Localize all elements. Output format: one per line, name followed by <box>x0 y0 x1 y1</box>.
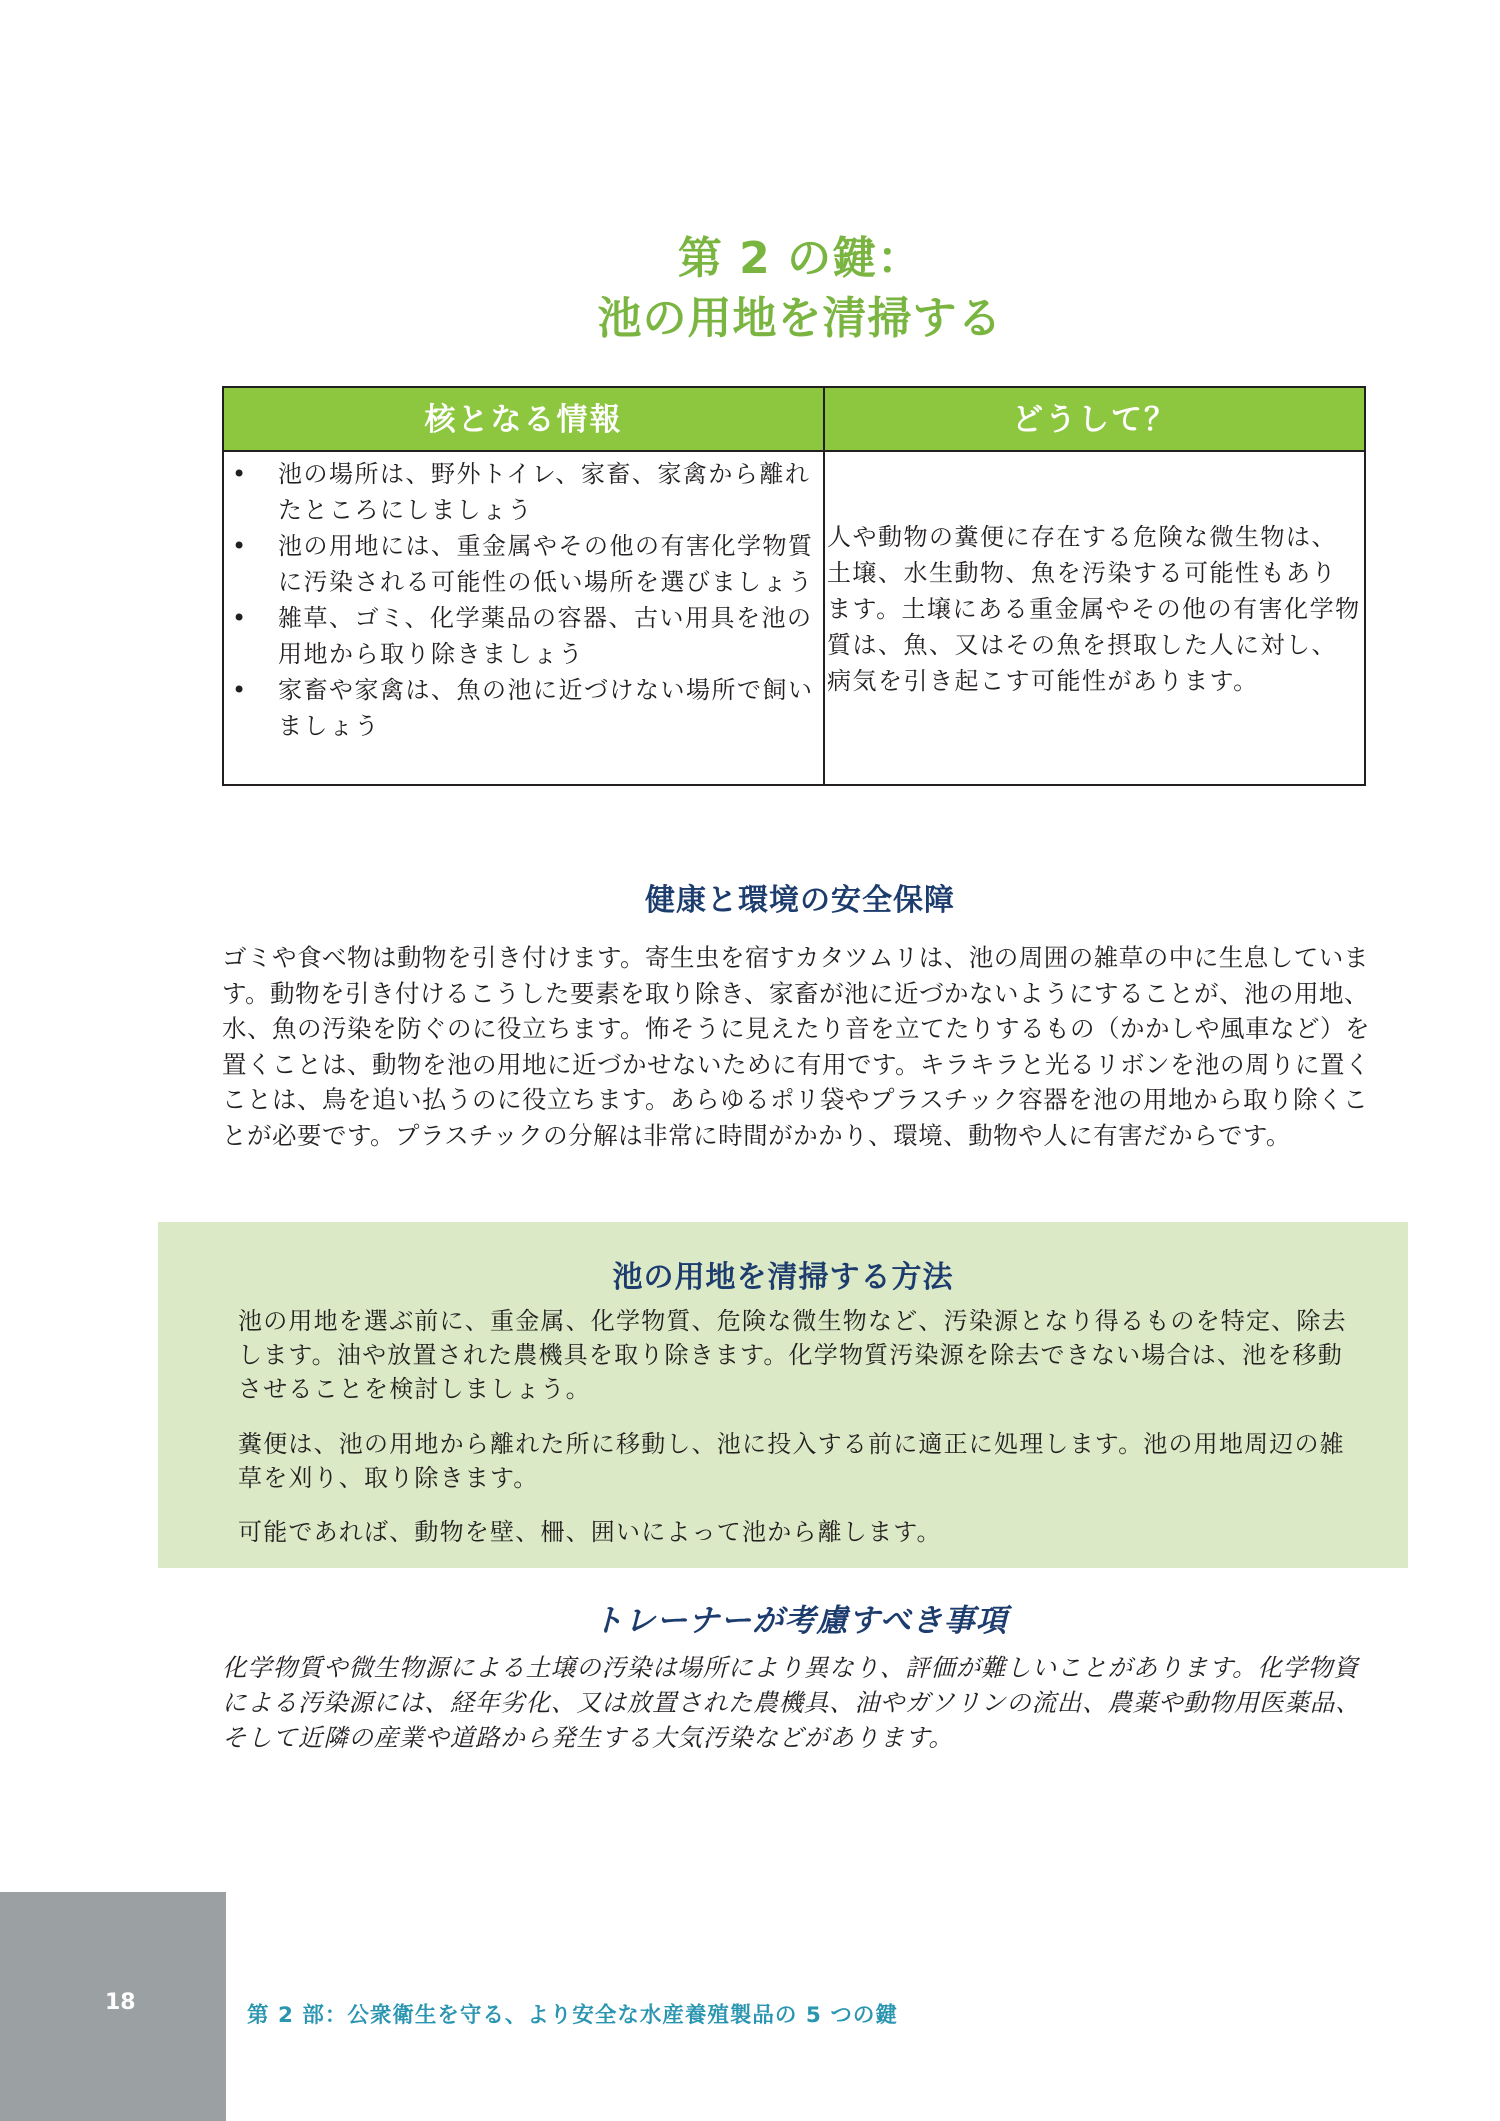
method-paragraph-3: 可能であれば、動物を壁、柵、囲いによって池から離します。 <box>238 1518 942 1546</box>
table-cell-key-info <box>224 452 825 784</box>
method-paragraph-2: 糞便は、池の用地から離れた所に移動し、池に投入する前に適正に処理します。池の用地周辺の雑草を刈り、取り除きます。 <box>238 1430 1345 1492</box>
list-item: • 池の場所は、野外トイレ、家畜、家禽から離れたところにしましょう <box>232 456 817 528</box>
table-header-why: どうして？ <box>825 388 1364 452</box>
key-info-list <box>232 456 817 744</box>
list-item: • 雑草、ゴミ、化学薬品の容器、古い用具を池の用地から取り除きましょう <box>232 600 817 672</box>
table-cell-why <box>825 452 1364 784</box>
method-paragraph-1: 池の用地を選ぶ前に、重金属、化学物質、危険な微生物など、汚染源となり得るものを特定、除去します。油や放置された農機具を取り除きます。化学物質汚染源を除去できない場合は、池を移動させることを検討しましょう。 <box>238 1307 1347 1403</box>
trainer-heading: トレーナーが考慮すべき事項 <box>592 1603 1008 1639</box>
footer-section-title: 第 2 部：公衆衛生を守る、より安全な水産養殖製品の 5 つの鍵 <box>247 2003 898 2028</box>
list-item: • 池の用地には、重金属やその他の有害化学物質に汚染される可能性の低い場所を選びましょう <box>232 528 817 600</box>
table-header-key-info: 核となる情報 <box>224 388 825 452</box>
trainer-paragraph: 化学物質や微生物源による土壌の汚染は場所により異なり、評価が難しいことがあります。化学物資による汚染源には、経年劣化、又は放置された農機具、油やガソリンの流出、農薬や動物用医薬品、そして近隣の産業や道路から発生する大気汚染などがあります。 <box>222 1653 1361 1752</box>
list-item: • 家畜や家禽は、魚の池に近づけない場所で飼いましょう <box>232 672 817 744</box>
method-box <box>158 1222 1408 1568</box>
why-text: 人や動物の糞便に存在する危険な微生物は、土壌、水生動物、魚を汚染する可能性もあります。土壌にある重金属やその他の有害化学物質は、魚、又はその魚を摂取した人に対し、病気を引き起こす可能性があります。 <box>827 523 1361 695</box>
page-title-line1: 第 2 の鍵： <box>677 233 923 284</box>
page-number: 18 <box>105 1990 136 2015</box>
health-heading: 健康と環境の安全保障 <box>645 883 955 918</box>
method-heading: 池の用地を清掃する方法 <box>612 1260 954 1295</box>
page-title-line2: 池の用地を清掃する <box>597 293 1003 344</box>
key-info-table <box>222 386 1366 786</box>
health-paragraph: ゴミや食べ物は動物を引き付けます。寄生虫を宿すカタツムリは、池の周囲の雑草の中に生息しています。動物を引き付けるこうした要素を取り除き、家畜が池に近づかないようにすることが、池の用地、水、魚の汚染を防ぐのに役立ちます。怖そうに見えたり音を立てたりするもの（かかしや風車など）を置くことは、動物を池の用地に近づかせないために有用です。キラキラと光るリボンを池の周りに置くことは、鳥を追い払うのに役立ちます。あらゆるポリ袋やプラスチック容器を池の用地から取り除くことが必要です。プラスチックの分解は非常に時間がかかり、環境、動物や人に有害だからです。 <box>222 943 1371 1150</box>
